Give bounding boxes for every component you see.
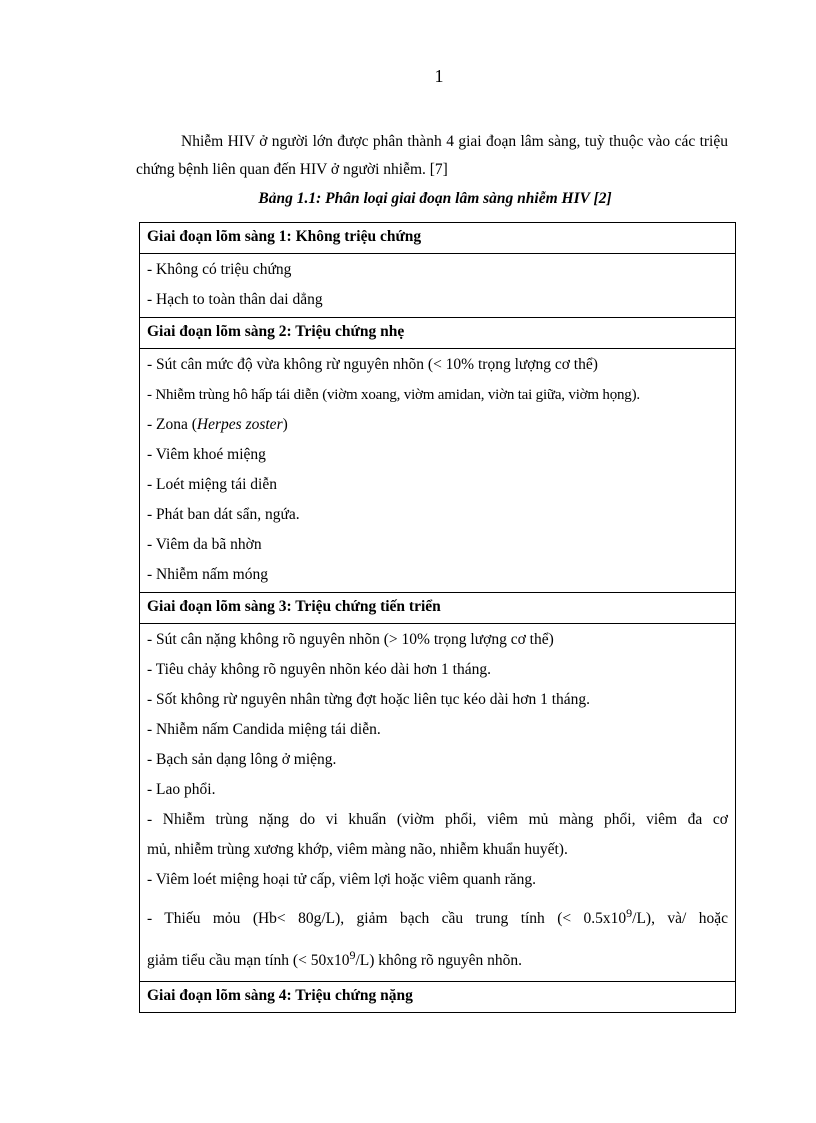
- list-item: - Nhiễm nấm Candida miệng tái diễn.: [147, 721, 381, 738]
- list-item: - Viêm loét miệng hoại tử cấp, viêm lợi hoặc viêm quanh răng.: [147, 871, 536, 888]
- list-item-continuation: mủ, nhiễm trùng xương khớp, viêm màng não, nhiễm khuẩn huyết).: [147, 841, 568, 858]
- stage-2-items: [140, 349, 736, 593]
- list-item: - Viêm khoé miệng: [147, 446, 266, 463]
- intro-line-2: vào các triệu chứng bệnh liên quan đến HIV ở người nhiễm. [7]: [136, 133, 728, 178]
- stage-4-title: Giai đoạn lõm sàng 4: Triệu chứng nặng: [140, 982, 736, 1013]
- stage-3-items: [140, 624, 736, 982]
- list-item-prefix: - Thiếu mỏu (Hb< 80g/L), giảm bạch cầu trung tính (< 0.5x10: [147, 910, 627, 927]
- page-number: 1: [434, 66, 444, 86]
- list-item: - Lao phổi.: [147, 781, 216, 798]
- list-item-suffix: /L), và/ hoặc: [632, 910, 728, 927]
- list-item: [147, 410, 728, 440]
- stage-3-title: Giai đoạn lõm sàng 3: Triệu chứng tiến triển: [140, 593, 736, 624]
- intro-paragraph: [136, 128, 728, 184]
- list-item-continuation: [147, 937, 728, 979]
- table-row: [140, 982, 736, 1013]
- list-item: - Tiêu chảy không rõ nguyên nhõn kéo dài hơn 1 tháng.: [147, 661, 491, 678]
- list-item: - Bạch sản dạng lông ở miệng.: [147, 751, 337, 768]
- list-item: - Sốt không rừ nguyên nhân từng đợt hoặc liên tục kéo dài hơn 1 tháng.: [147, 691, 591, 708]
- list-item: - Phát ban dát sẩn, ngứa.: [147, 506, 300, 523]
- table-row: [140, 593, 736, 624]
- list-item: [147, 895, 728, 937]
- table-caption: Bảng 1.1: Phân loại giai đoạn lâm sàng nhiễm HIV [2]: [258, 190, 612, 207]
- table-row: [140, 223, 736, 254]
- list-item: - Nhiễm trùng nặng do vi khuẩn (viờm phổi, viêm mủ màng phổi, viêm đa cơ: [147, 811, 728, 828]
- list-item: - Nhiễm trùng hô hấp tái diễn (viờm xoang, viờm amidan, viờn tai giữa, viờm họng).: [147, 387, 640, 403]
- table-row: [140, 254, 736, 318]
- stage-1-items: [140, 254, 736, 318]
- list-item-suffix: ): [282, 416, 288, 433]
- table-row: [140, 349, 736, 593]
- intro-line-1: Nhiễm HIV ở người lớn được phân thành 4 giai đoạn lâm sàng, tuỳ thuộc: [181, 133, 644, 150]
- superscript: 9: [626, 906, 633, 920]
- superscript: 9: [349, 948, 356, 962]
- list-item: - Hạch to toàn thân dai dẳng: [147, 291, 323, 308]
- table-row: [140, 318, 736, 349]
- stage-1-title: Giai đoạn lõm sàng 1: Không triệu chứng: [140, 223, 736, 254]
- list-item: - Không có triệu chứng: [147, 261, 292, 278]
- hiv-stage-table: [139, 222, 736, 1013]
- list-item: - Viêm da bã nhờn: [147, 536, 262, 553]
- list-item-prefix: - Zona (: [147, 416, 197, 433]
- list-item-suffix: /L) không rõ nguyên nhõn.: [355, 952, 523, 969]
- list-item-prefix: giảm tiểu cầu mạn tính (< 50x10: [147, 952, 350, 969]
- list-item: - Sút cân nặng không rõ nguyên nhõn (> 10% trọng lượng cơ thể): [147, 631, 554, 648]
- list-item-italic: Herpes zoster: [196, 416, 283, 433]
- table-row: [140, 624, 736, 982]
- list-item: - Nhiễm nấm móng: [147, 566, 268, 583]
- list-item: - Loét miệng tái diễn: [147, 476, 277, 493]
- list-item: - Sút cân mức độ vừa không rừ nguyên nhõn (< 10% trọng lượng cơ thể): [147, 356, 598, 373]
- stage-2-title: Giai đoạn lõm sàng 2: Triệu chứng nhẹ: [140, 318, 736, 349]
